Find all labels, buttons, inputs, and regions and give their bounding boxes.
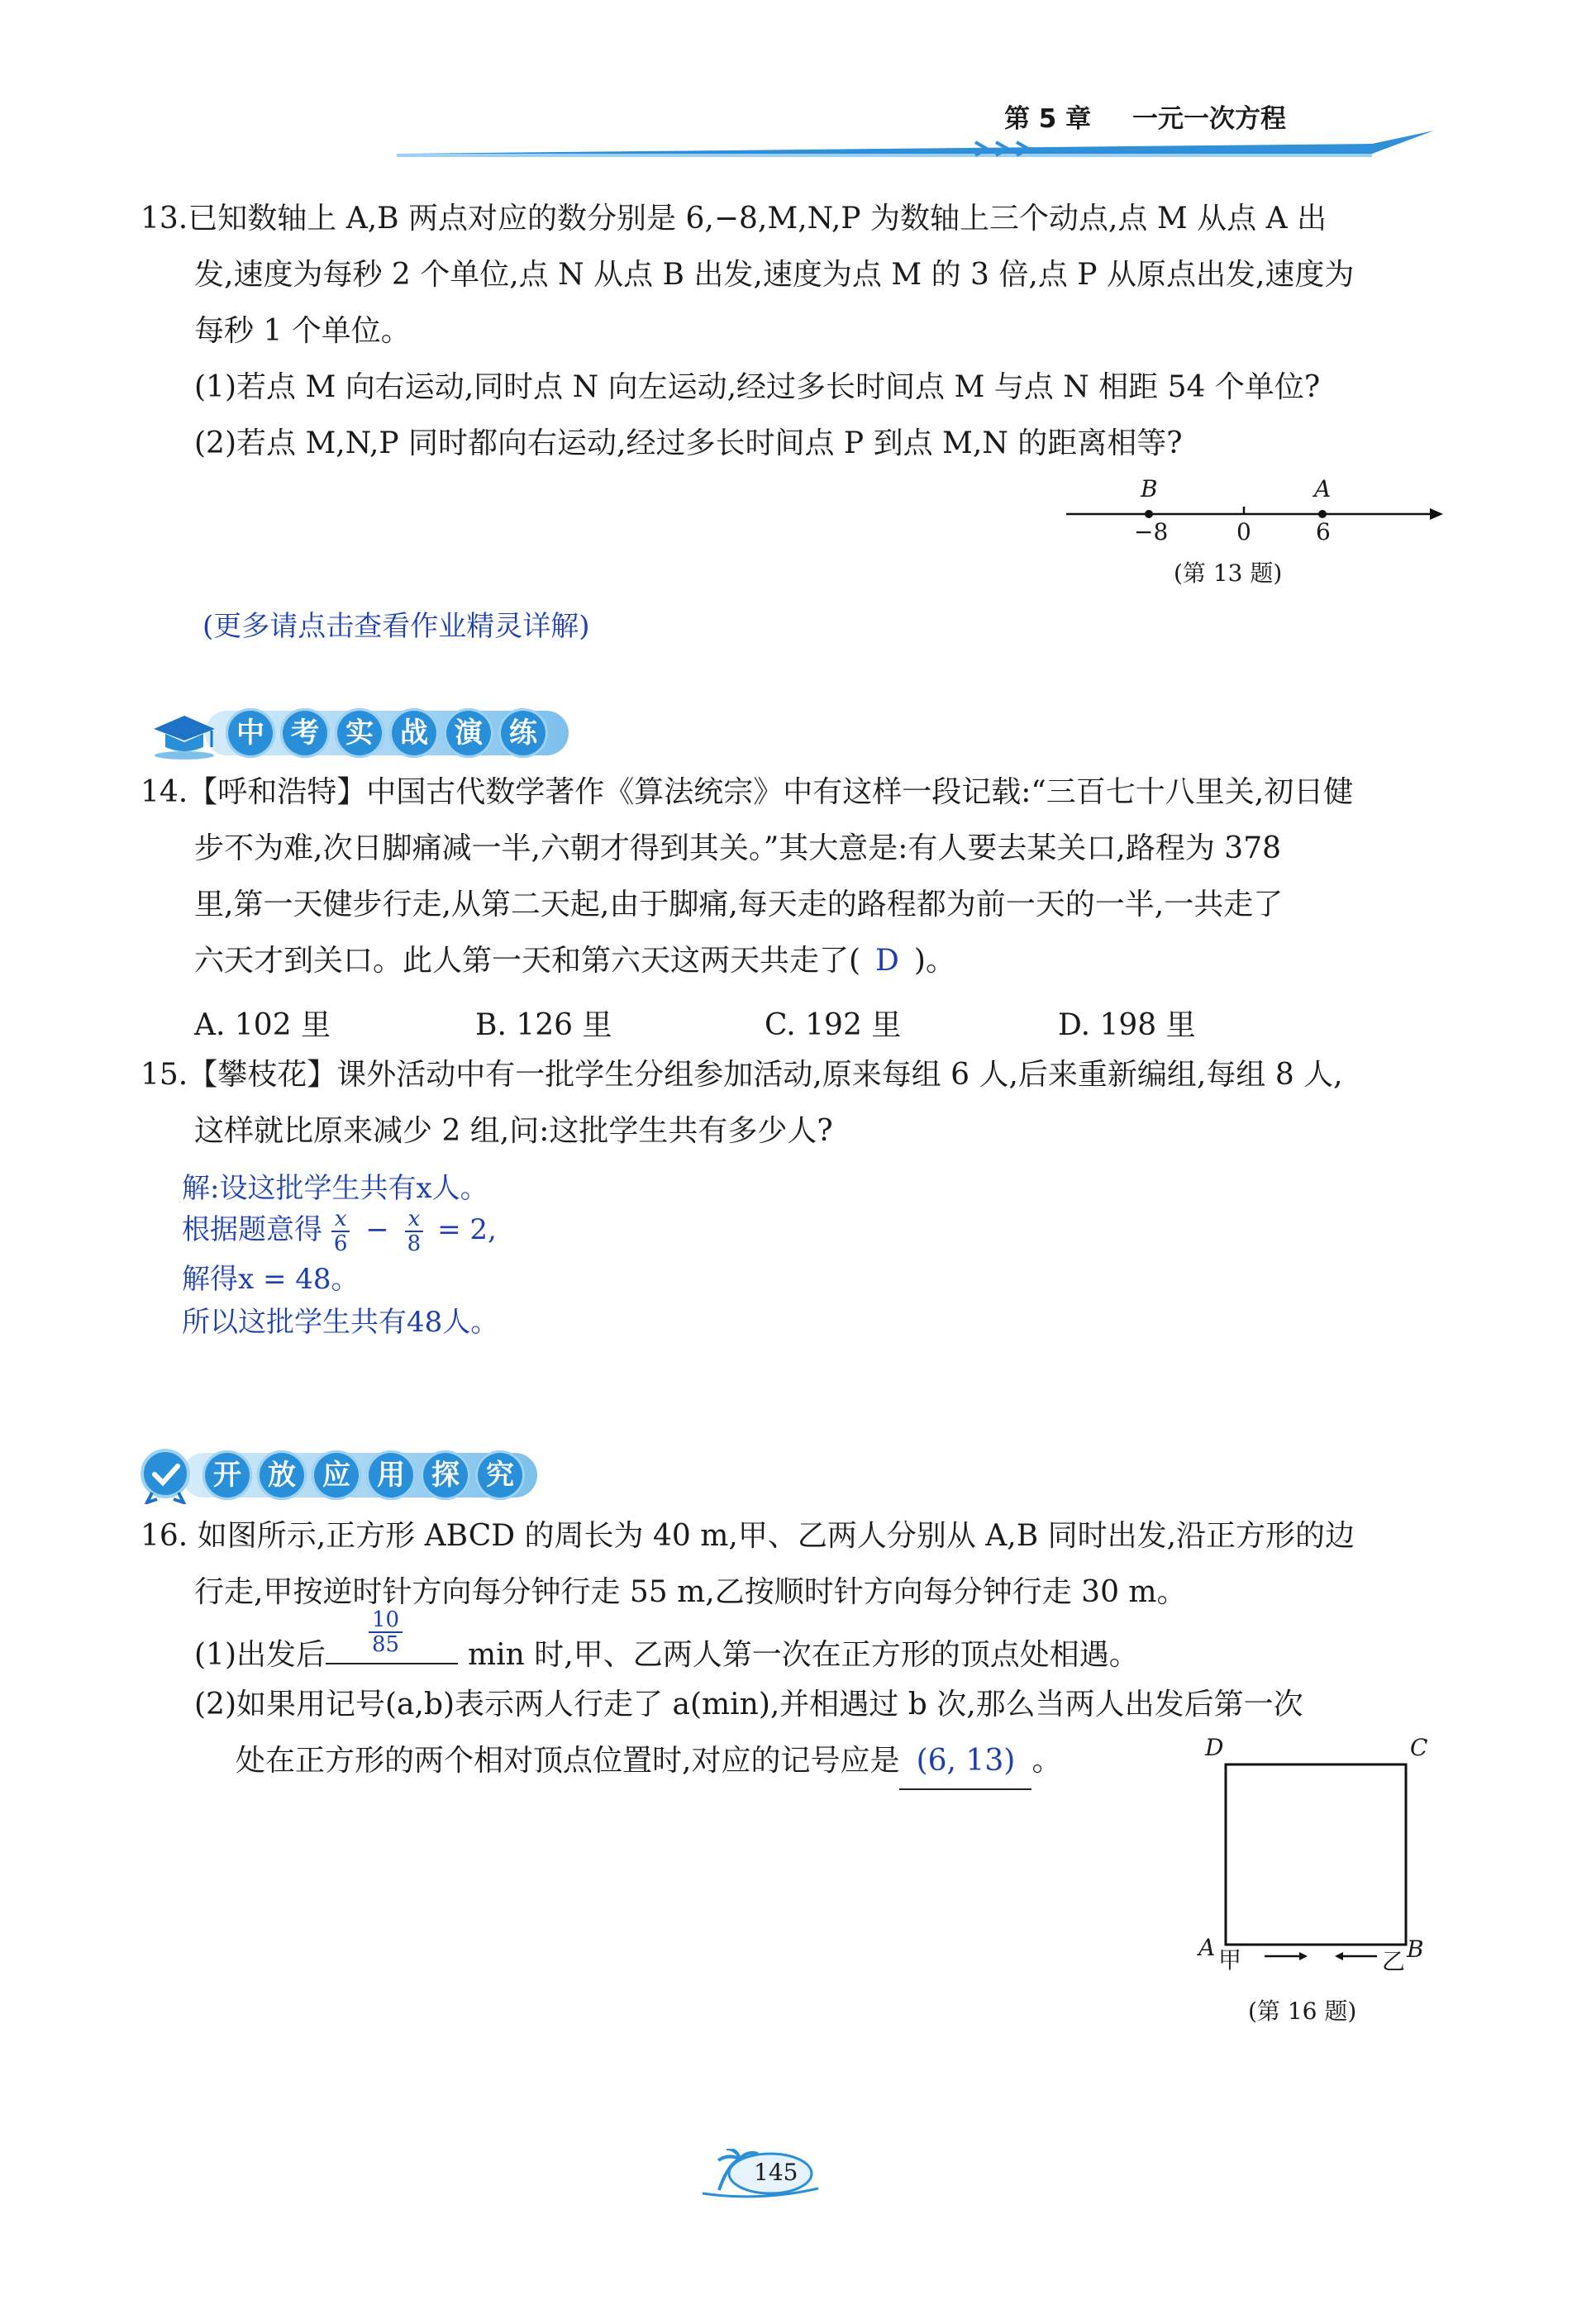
q15-fraction-2 xyxy=(405,1207,424,1255)
q15-sol2-pre: 根据题意得 xyxy=(182,1213,322,1246)
q14-line4-post: )。 xyxy=(913,944,955,978)
sec2-char-5: 究 xyxy=(475,1450,525,1500)
frac1-den: 6 xyxy=(333,1231,348,1256)
tick-6: 6 xyxy=(1316,518,1331,545)
q13-sub1: (1)若点 M 向右运动,同时点 N 向左运动,经过多长时间点 M 与点 N 相距 54 个单位? xyxy=(194,370,1321,404)
tick-neg8: −8 xyxy=(1134,518,1169,545)
q13-sub2: (2)若点 M,N,P 同时都向右运动,经过多长时间点 P 到点 M,N 的距离相等? xyxy=(194,426,1183,460)
ans1-den: 85 xyxy=(372,1632,400,1657)
q13-line2: 发,速度为每秒 2 个单位,点 N 从点 B 出发,速度为点 M 的 3 倍,点 P 从原点出发,速度为 xyxy=(194,258,1355,292)
q16-sub2-line2 xyxy=(236,1734,1061,1790)
sec2-char-0: 开 xyxy=(202,1450,252,1500)
q14-line4-pre: 六天才到关口。此人第一天和第六天这两天共走了( xyxy=(194,944,861,978)
q14-line2: 步不为难,次日脚痛减一半,六朝才得到其关。”其大意是:有人要去某关口,路程为 378 xyxy=(194,831,1282,865)
q15-sol2-post: = 2, xyxy=(437,1213,497,1246)
q15-solution-1: 解:设这批学生共有x人。 xyxy=(182,1172,488,1205)
q13-line3: 每秒 1 个单位。 xyxy=(194,314,411,348)
q15-solution-2 xyxy=(182,1207,497,1255)
chapter-label: 第 5 章 xyxy=(1004,104,1092,134)
label-yi: 乙 xyxy=(1382,1948,1406,1975)
q16-blank-1 xyxy=(326,1607,458,1664)
frac2-den: 8 xyxy=(407,1231,422,1256)
q16-sub1-post: min 时,甲、乙两人第一次在正方形的顶点处相遇。 xyxy=(468,1638,1139,1672)
sec1-char-1: 考 xyxy=(280,708,330,758)
chapter-title: 一元一次方程 xyxy=(1132,104,1286,134)
q16-sub2-post: 。 xyxy=(1031,1744,1062,1778)
q15-solution-3: 解得x = 48。 xyxy=(182,1263,360,1296)
q14-line3: 里,第一天健步行走,从第二天起,由于脚痛,每天走的路程都为前一天的一半,一共走了 xyxy=(194,888,1284,921)
q16-answer-1 xyxy=(369,1608,403,1656)
q15-minus: − xyxy=(365,1213,389,1246)
vertex-d: D xyxy=(1205,1734,1224,1761)
frac2-num: x xyxy=(405,1207,424,1232)
frac1-num: x xyxy=(331,1207,350,1232)
q15-fraction-1 xyxy=(331,1207,350,1255)
q16-answer-2: (6, 13) xyxy=(899,1734,1031,1790)
q16-line1: 16. 如图所示,正方形 ABCD 的周长为 40 m,甲、乙两人分别从 A,B 同时出发,沿正方形的边 xyxy=(141,1519,1355,1553)
page-number: 145 xyxy=(754,2159,798,2186)
ans1-num: 10 xyxy=(369,1608,403,1633)
more-solution-link[interactable]: (更多请点击查看作业精灵详解) xyxy=(202,610,590,643)
number-line xyxy=(1066,475,1446,541)
page-number-badge xyxy=(694,2149,827,2198)
label-a: A xyxy=(1314,475,1332,502)
q14-choice-c: C. 192 里 xyxy=(765,1008,902,1042)
q16-sub1-pre: (1)出发后 xyxy=(194,1638,326,1672)
q14-choice-a: A. 102 里 xyxy=(194,1008,331,1042)
q16-line2: 行走,甲按逆时针方向每分钟行走 55 m,乙按顺时针方向每分钟行走 30 m。 xyxy=(194,1575,1187,1609)
graduation-cap-icon xyxy=(147,704,222,762)
sec1-char-4: 演 xyxy=(444,708,493,758)
sec1-char-0: 中 xyxy=(226,708,275,758)
section-banner-open xyxy=(132,1446,562,1504)
sec1-char-3: 战 xyxy=(389,708,439,758)
header-rule xyxy=(397,126,1438,159)
vertex-b: B xyxy=(1407,1936,1424,1963)
q15-solution-4: 所以这批学生共有48人。 xyxy=(182,1306,499,1339)
q15-line2: 这样就比原来减少 2 组,问:这批学生共有多少人? xyxy=(194,1114,833,1148)
label-jia: 甲 xyxy=(1218,1946,1242,1974)
figure13-caption: (第 13 题) xyxy=(1174,560,1283,587)
q14-line4 xyxy=(194,934,955,988)
q14-choice-b: B. 126 里 xyxy=(475,1008,612,1042)
figure16-caption: (第 16 题) xyxy=(1248,1998,1357,2025)
q14-choice-d: D. 198 里 xyxy=(1058,1008,1196,1042)
sec1-char-5: 练 xyxy=(498,708,548,758)
q14-answer: D xyxy=(875,944,899,978)
square-figure xyxy=(1198,1736,1438,1983)
sec1-char-2: 实 xyxy=(335,708,384,758)
sec2-char-1: 放 xyxy=(257,1450,307,1500)
section-banner-exam xyxy=(147,704,577,762)
tick-0: 0 xyxy=(1236,518,1251,545)
vertex-c: C xyxy=(1410,1734,1428,1761)
q15-line1: 15.【攀枝花】课外活动中有一批学生分组参加活动,原来每组 6 人,后来重新编组,每组 8 人, xyxy=(141,1058,1343,1092)
sec2-char-3: 用 xyxy=(366,1450,416,1500)
label-b: B xyxy=(1141,475,1158,502)
check-badge-icon xyxy=(132,1446,198,1504)
q13-line1: 13.已知数轴上 A,B 两点对应的数分别是 6,−8,M,N,P 为数轴上三个动点,点 M 从点 A 出 xyxy=(141,202,1327,236)
q16-sub2-pre: 处在正方形的两个相对顶点位置时,对应的记号应是 xyxy=(236,1744,900,1778)
q16-sub2-line1: (2)如果用记号(a,b)表示两人行走了 a(min),并相遇过 b 次,那么当两人出发后第一次 xyxy=(194,1688,1303,1721)
vertex-a: A xyxy=(1198,1934,1216,1961)
sec2-char-4: 探 xyxy=(421,1450,470,1500)
q14-line1: 14.【呼和浩特】中国古代数学著作《算法统宗》中有这样一段记载:“三百七十八里关,初日健 xyxy=(141,775,1354,809)
sec2-char-2: 应 xyxy=(312,1450,361,1500)
q16-sub1 xyxy=(194,1607,1139,1683)
square-abcd xyxy=(1198,1736,1438,1967)
